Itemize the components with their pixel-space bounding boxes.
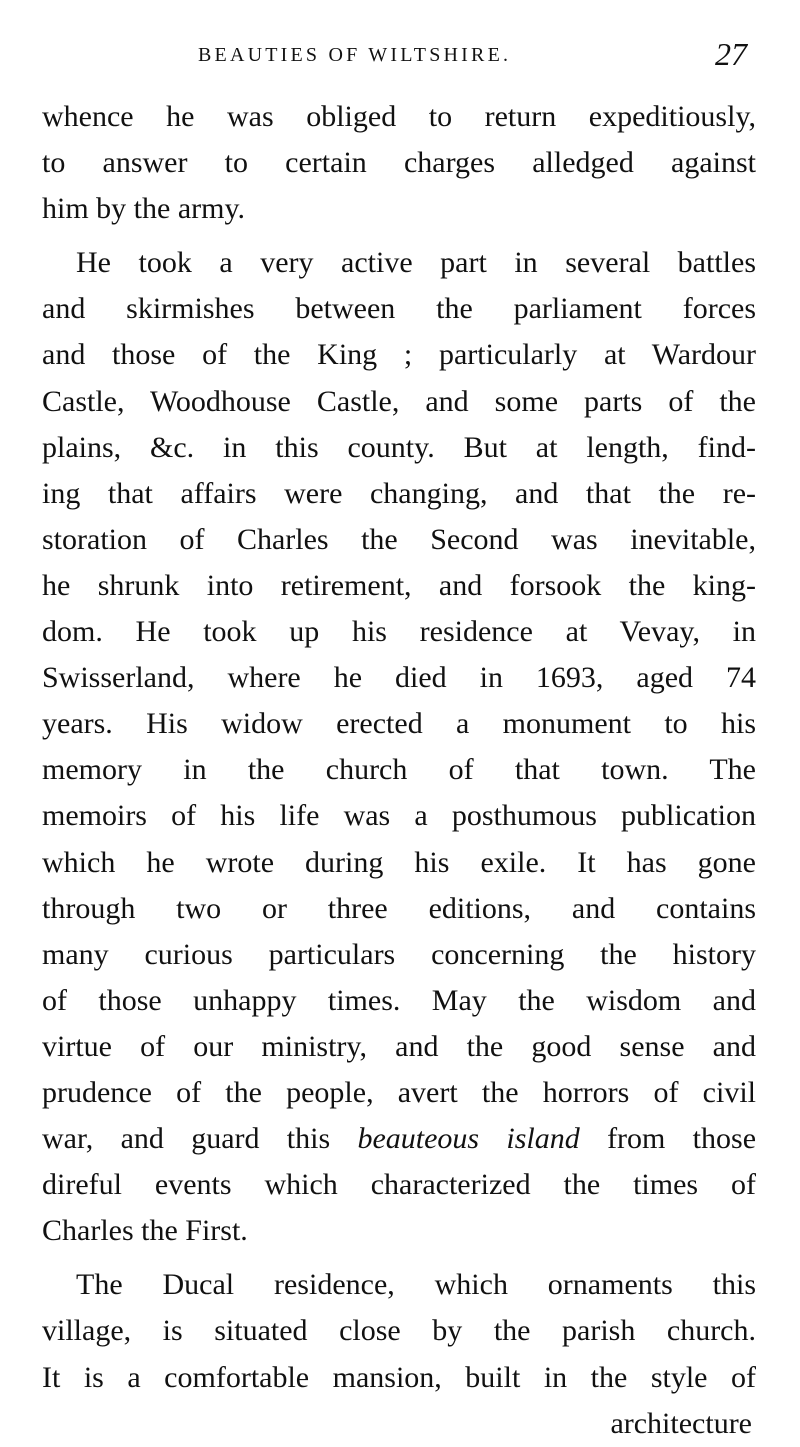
- text-line: prudence of the people, avert the horrors of civil: [42, 1075, 756, 1109]
- running-title: BEAUTIES OF WILTSHIRE.: [198, 44, 512, 66]
- text-line: ing that affairs were changing, and that the re-: [42, 476, 756, 510]
- text-line: he shrunk into retirement, and forsook the king-: [42, 568, 756, 602]
- text-line: The Ducal residence, which ornaments this: [76, 1268, 756, 1302]
- text-line: many curious particulars concerning the history: [42, 937, 756, 971]
- text-line: village, is situated close by the parish church.: [42, 1314, 756, 1348]
- text-line: and those of the King ; particularly at Wardour: [42, 338, 756, 372]
- catchword: architecture: [610, 1406, 752, 1440]
- text-line: and skirmishes between the parliament forces: [42, 292, 756, 326]
- text-line: whence he was obliged to return expeditiously,: [42, 100, 756, 133]
- text-line: memory in the church of that town. The: [42, 753, 756, 787]
- text-line: to answer to certain charges alledged against: [42, 146, 756, 180]
- text-line: which he wrote during his exile. It has gone: [42, 845, 756, 879]
- text-line: plains, &c. in this county. But at length, find-: [42, 430, 756, 464]
- italic-phrase: beauteous island: [357, 1122, 580, 1156]
- page-number: 27: [715, 36, 747, 72]
- text-line: storation of Charles the Second was inevitable,: [42, 522, 756, 556]
- text-line: memoirs of his life was a posthumous publication: [42, 799, 756, 833]
- text-segment: war, and guard this: [42, 1122, 331, 1156]
- text-segment: from those: [607, 1122, 756, 1156]
- text-line: Charles the First.: [42, 1214, 248, 1248]
- text-line: He took a very active part in several battles: [76, 246, 756, 280]
- text-line: years. His widow erected a monument to his: [42, 707, 756, 741]
- body-text: [42, 94, 756, 1447]
- text-line: Swisserland, where he died in 1693, aged 74: [42, 661, 756, 695]
- text-line: It is a comfortable mansion, built in the style of: [42, 1360, 756, 1394]
- text-line: virtue of our ministry, and the good sense and: [42, 1029, 756, 1063]
- text-line: direful events which characterized the times of: [42, 1168, 756, 1202]
- running-head: [40, 34, 755, 74]
- text-line: through two or three editions, and contains: [42, 891, 756, 925]
- text-line: dom. He took up his residence at Vevay, in: [42, 615, 756, 649]
- text-line: Castle, Woodhouse Castle, and some parts of the: [42, 384, 756, 418]
- text-line: him by the army.: [42, 192, 246, 226]
- text-line-with-italic: [42, 1116, 756, 1162]
- text-line: of those unhappy times. May the wisdom and: [42, 983, 756, 1017]
